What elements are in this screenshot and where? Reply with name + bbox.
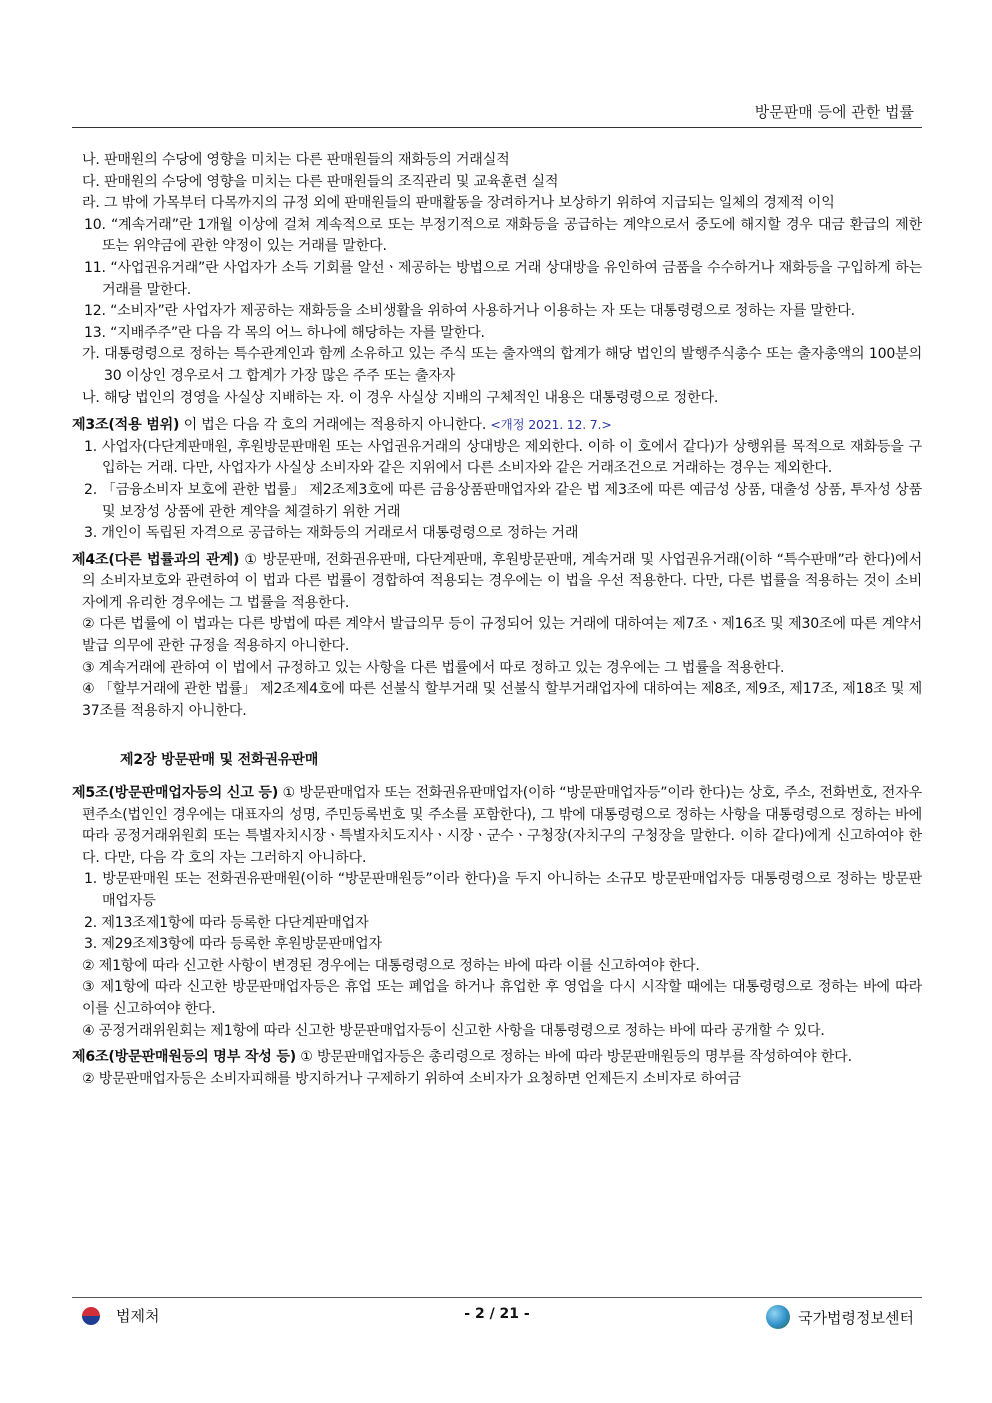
item-13-ga: 가. 대통령령으로 정하는 특수관계인과 함께 소유하고 있는 주식 또는 출자액의 합계가 해당 법인의 발행주식총수 또는 출자총액의 100분의 30 이상인 경우로서 그 합계가 가장 많은 주주 또는 출자자	[82, 346, 922, 384]
item-13-na: 나. 해당 법인의 경영을 사실상 지배하는 자. 이 경우 사실상 지배의 구체적인 내용은 대통령령으로 정한다.	[82, 389, 719, 406]
page-footer	[72, 1305, 922, 1329]
document-body	[72, 150, 922, 1090]
article-5-para-2: ② 제1항에 따라 신고한 사항이 변경된 경우에는 대통령령으로 정하는 바에 따라 이를 신고하여야 한다.	[82, 957, 700, 974]
article-5-para-1: ① 방문판매업자 또는 전화권유판매업자(이하 “방문판매업자등”이라 한다)는 상호, 주소, 전화번호, 전자우편주소(법인인 경우에는 대표자의 성명, 주민등록번호 및 주소를 포함한다), 그 밖에 대통령령으로 정하는 사항을 대통령령으로 정하는 바에 따라 공정거래위원회 또는 특별자치시장ㆍ특별자치도지사ㆍ시장ㆍ군수ㆍ구청장(자치구의 구청장을 말한다. 이하 같다)에게 신고하여야 한다. 다만, 다음 각 호의 자는 그러하지 아니하다.	[82, 785, 923, 866]
article-6-para-1: ① 방문판매업자등은 총리령으로 정하는 바에 따라 방문판매원등의 명부를 작성하여야 한다.	[296, 1049, 852, 1066]
article-3-item-2: 2. 「금융소비자 보호에 관한 법률」 제2조제3호에 따른 금융상품판매업자와 같은 법 제3조에 따른 예금성 상품, 대출성 상품, 투자성 상품 및 보장성 상품에 관한 계약을 체결하기 위한 거래	[84, 481, 922, 520]
article-4-para-3: ③ 계속거래에 관하여 이 법에서 규정하고 있는 사항을 다른 법률에서 따로 정하고 있는 경우에는 그 법률을 적용한다.	[82, 659, 785, 676]
article-6	[72, 1047, 922, 1069]
article-6-title: 제6조(방문판매원등의 명부 작성 등)	[72, 1049, 297, 1066]
globe-emblem-icon	[766, 1305, 790, 1329]
footer-right	[766, 1305, 914, 1329]
footer-left-label: 법제처	[116, 1307, 160, 1325]
header-rule	[72, 127, 922, 128]
footer-right-label: 국가법령정보센터	[798, 1308, 914, 1327]
article-5-para-4: ④ 공정거래위원회는 제1항에 따라 신고한 방문판매업자등이 신고한 사항을 대통령령으로 정하는 바에 따라 공개할 수 있다.	[82, 1022, 825, 1039]
article-5-para-3: ③ 제1항에 따라 신고한 방문판매업자등은 휴업 또는 폐업을 하거나 휴업한 후 영업을 다시 시작할 때에는 대통령령으로 정하는 바에 따라 이를 신고하여야 한다.	[82, 979, 922, 1017]
subitem-ra: 라. 그 밖에 가목부터 다목까지의 규정 외에 판매원들의 판매활동을 장려하거나 보상하기 위하여 지급되는 일체의 경제적 이익	[82, 195, 835, 212]
article-4-para-4: ④ 「할부거래에 관한 법률」 제2조제4호에 따른 선불식 할부거래 및 선불식 할부거래업자에 대하여는 제8조, 제9조, 제17조, 제18조 및 제37조를 적용하지 아니한다.	[82, 681, 922, 719]
article-3-item-1: 1. 사업자(다단계판매원, 후원방문판매원 또는 사업권유거래의 상대방은 제외한다. 이하 이 호에서 같다)가 상행위를 목적으로 재화등을 구입하는 거래. 다만, 사업자가 사실상 소비자와 같은 지위에서 다른 소비자와 같은 거래조건으로 거래하는 경우는 제외한다.	[84, 438, 922, 477]
article-5	[72, 783, 922, 869]
amendment-note: <개정 2021. 12. 7.>	[490, 417, 612, 433]
item-13: 13. “지배주주”란 다음 각 목의 어느 하나에 해당하는 자를 말한다.	[84, 324, 485, 341]
article-3	[72, 414, 922, 437]
footer-rule	[72, 1297, 922, 1298]
chapter-heading: 제2장 방문판매 및 전화권유판매	[120, 752, 319, 769]
item-12: 12. “소비자”란 사업자가 제공하는 재화등을 소비생활을 위하여 사용하거나 이용하는 자 또는 대통령령으로 정하는 자를 말한다.	[84, 303, 855, 320]
article-5-title: 제5조(방문판매업자등의 신고 등)	[72, 785, 279, 802]
article-3-title: 제3조(적용 범위)	[72, 417, 180, 434]
article-5-item-2: 2. 제13조제1항에 따라 등록한 다단계판매업자	[84, 914, 369, 931]
page-header-title: 방문판매 등에 관한 법률	[754, 103, 914, 121]
subitem-da: 다. 판매원의 수당에 영향을 미치는 다른 판매원들의 조직관리 및 교육훈련 실적	[82, 173, 559, 190]
item-10: 10. “계속거래”란 1개월 이상에 걸쳐 계속적으로 또는 부정기적으로 재화등을 공급하는 계약으로서 중도에 해지할 경우 대금 환급의 제한 또는 위약금에 관한 약정이 있는 거래를 말한다.	[84, 216, 922, 255]
article-4-para-1: ① 방문판매, 전화권유판매, 다단계판매, 후원방문판매, 계속거래 및 사업권유거래(이하 “특수판매”라 한다)에서의 소비자보호와 관련하여 이 법과 다른 법률이 경합하여 적용되는 경우에는 이 법을 우선 적용한다. 다만, 다른 법률을 적용하는 것이 소비자에게 유리한 경우에는 그 법률을 적용한다.	[82, 551, 922, 611]
article-4-title: 제4조(다른 법률과의 관계)	[72, 551, 240, 568]
article-3-text: 이 법은 다음 각 호의 거래에는 적용하지 아니한다.	[179, 417, 491, 434]
article-3-item-3: 3. 개인이 독립된 자격으로 공급하는 재화등의 거래로서 대통령령으로 정하는 거래	[84, 525, 579, 542]
subitem-na: 나. 판매원의 수당에 영향을 미치는 다른 판매원들의 재화등의 거래실적	[82, 152, 510, 168]
item-11: 11. “사업권유거래”란 사업자가 소득 기회를 알선ㆍ제공하는 방법으로 거래 상대방을 유인하여 금품을 수수하거나 재화등을 구입하게 하는 거래를 말한다.	[84, 259, 922, 298]
article-4-para-2: ② 다른 법률에 이 법과는 다른 방법에 따른 계약서 발급의무 등이 규정되어 있는 거래에 대하여는 제7조ㆍ제16조 및 제30조에 따른 계약서 발급 의무에 관한 규정을 적용하지 아니한다.	[82, 616, 922, 655]
article-6-para-2: ② 방문판매업자등은 소비자피해를 방지하거나 구제하기 위하여 소비자가 요청하면 언제든지 소비자로 하여금	[82, 1070, 741, 1087]
page-number: - 2 / 21 -	[464, 1306, 530, 1322]
article-4	[72, 550, 922, 615]
article-5-item-1: 1. 방문판매원 또는 전화권유판매원(이하 “방문판매원등”이라 한다)을 두지 아니하는 소규모 방문판매업자등 대통령령으로 정하는 방문판매업자등	[84, 871, 922, 909]
article-5-item-3: 3. 제29조제3항에 따라 등록한 후원방문판매업자	[84, 936, 382, 953]
